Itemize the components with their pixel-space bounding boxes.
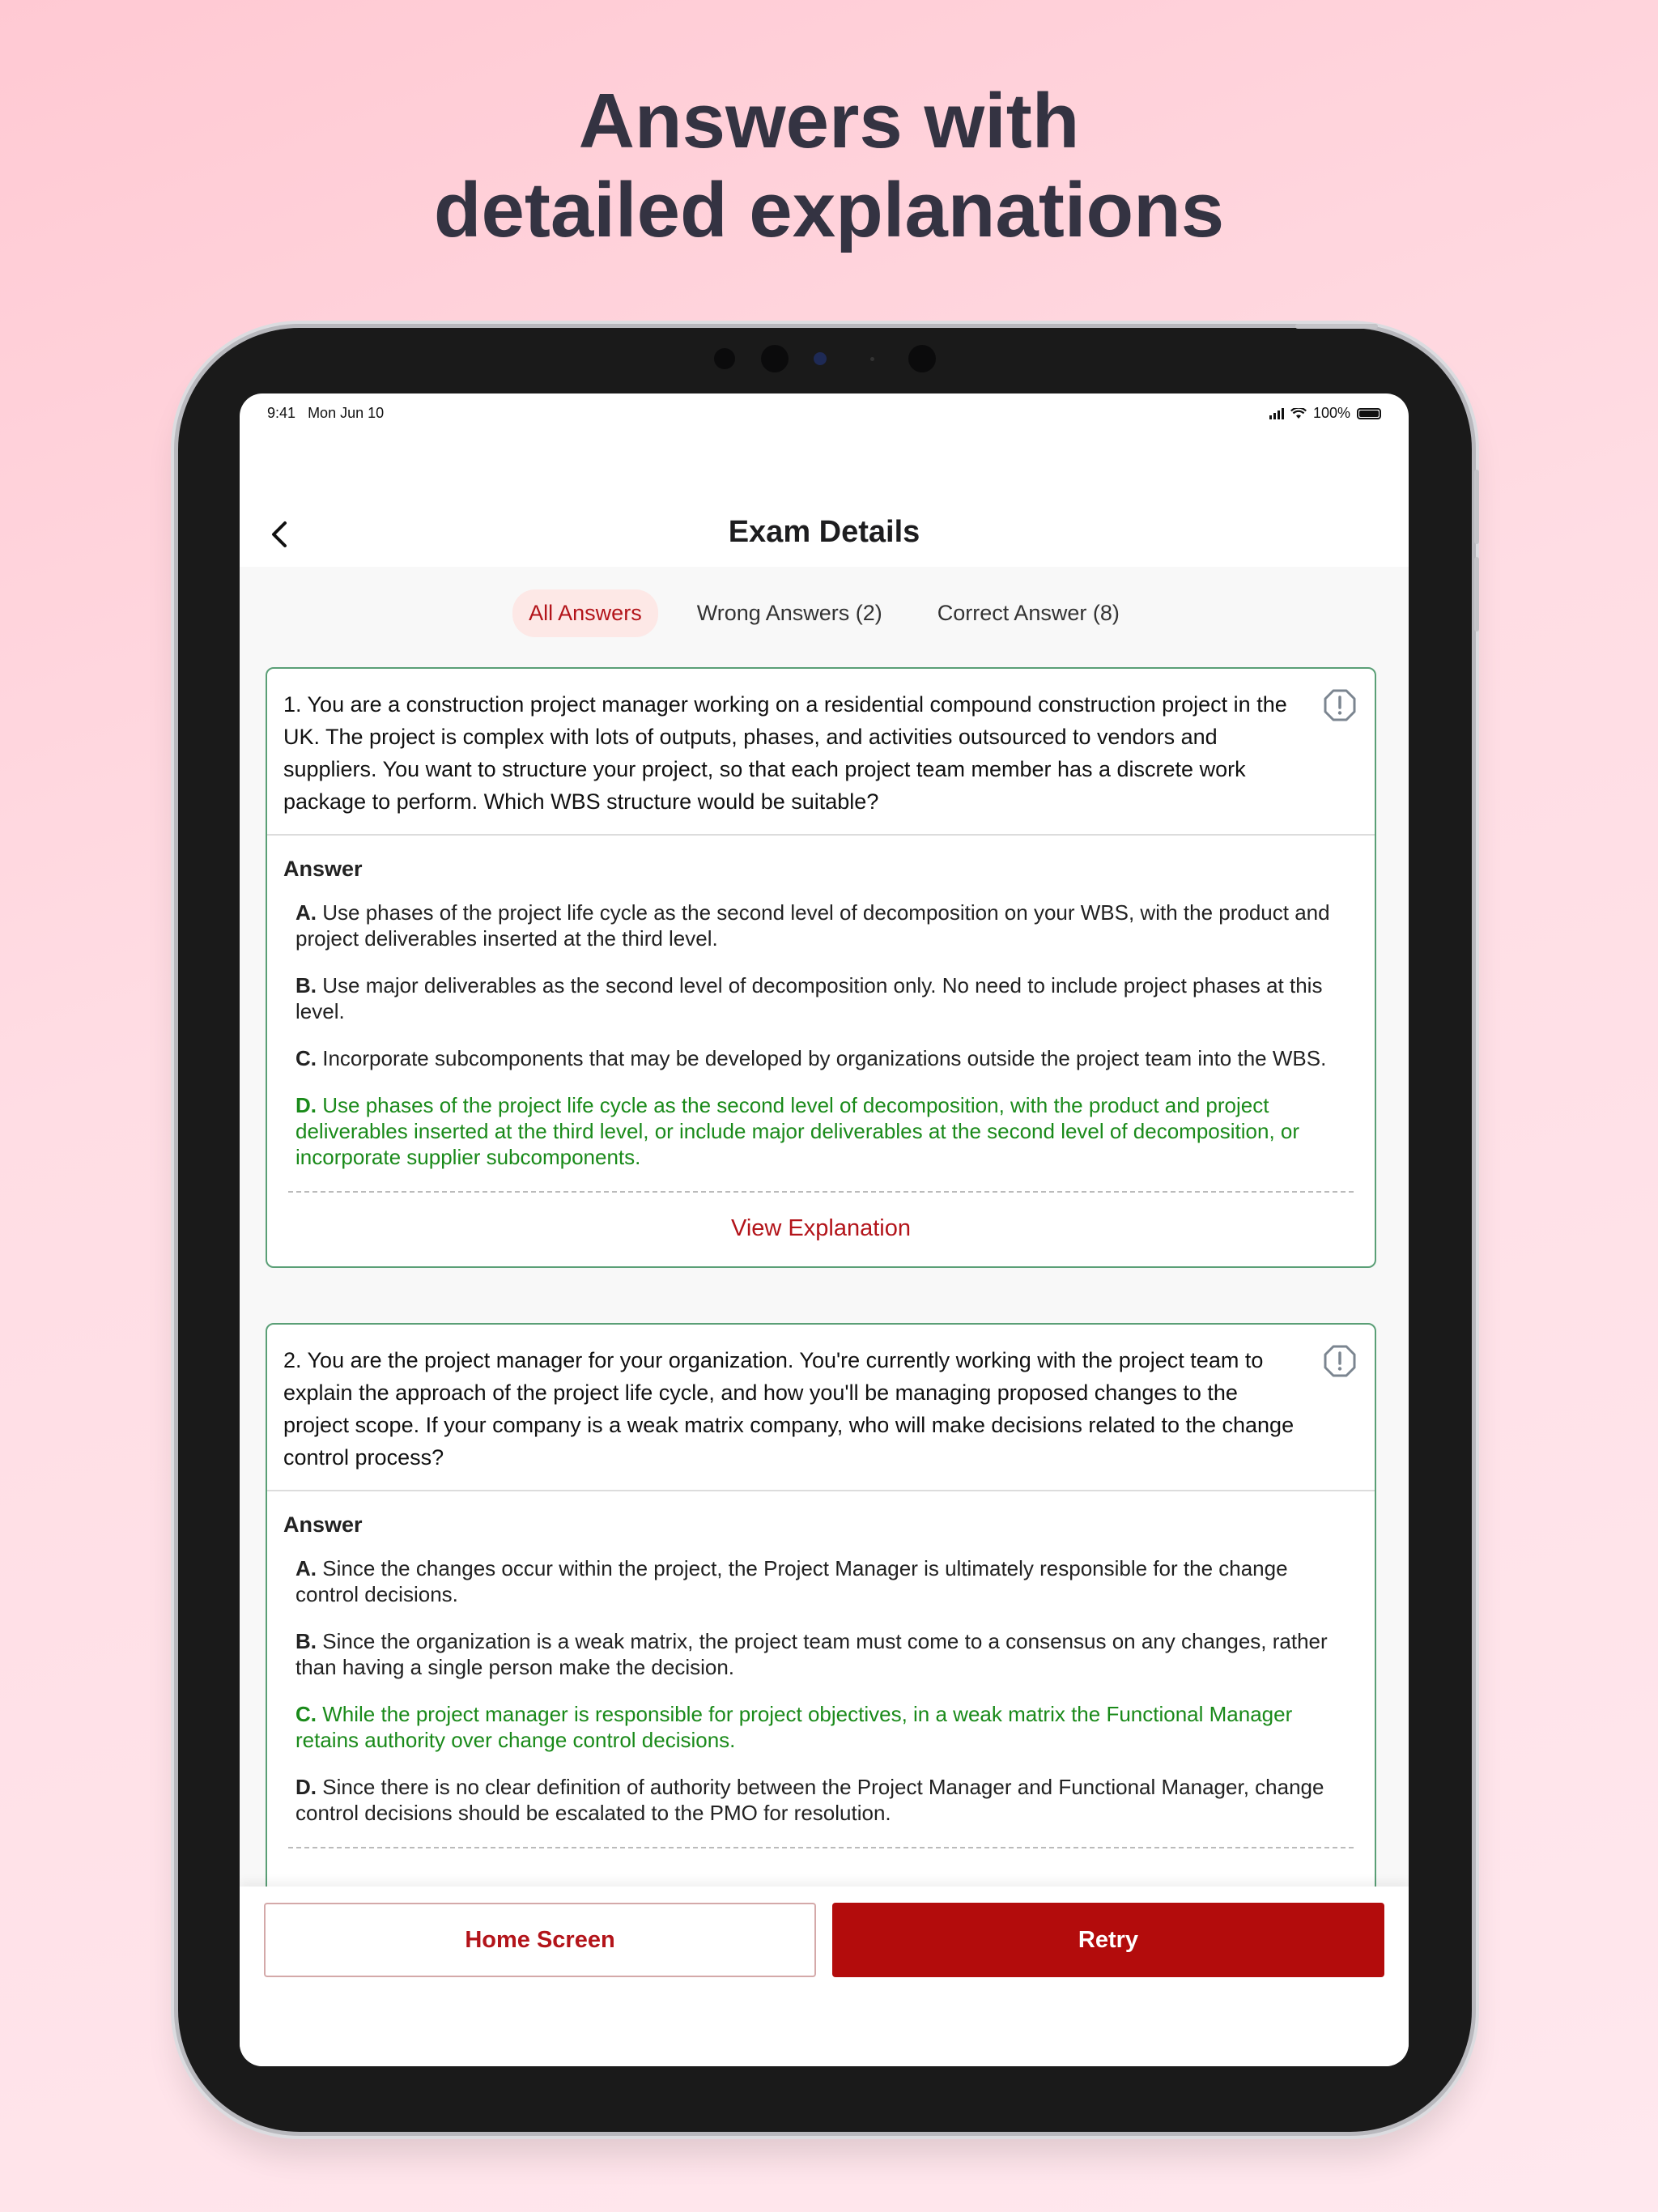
tab-correct-answers[interactable]: Correct Answer (8)	[937, 601, 1120, 625]
status-time-date	[267, 405, 384, 422]
status-bar	[267, 405, 1381, 429]
report-issue-icon[interactable]	[1323, 1344, 1357, 1378]
home-screen-button[interactable]: Home Screen	[264, 1903, 816, 1977]
tab-all-answers[interactable]: All Answers	[512, 589, 658, 637]
signal-icon	[1269, 408, 1284, 419]
option-a	[283, 900, 1358, 951]
front-camera-icon	[814, 352, 827, 365]
report-issue-icon[interactable]	[1323, 688, 1357, 722]
option-text: Use phases of the project life cycle as the second level of decomposition, with the product and project deliverables inserted at the third level, or include major deliverables at the second level of decomposition, or incorporate supplier subcomponents.	[295, 1093, 1300, 1169]
camera-lens-icon	[761, 345, 789, 372]
question-card	[266, 1323, 1376, 1887]
option-b	[283, 972, 1358, 1024]
option-c	[283, 1045, 1358, 1071]
app-screen	[240, 393, 1409, 2066]
status-date: Mon Jun 10	[308, 405, 385, 421]
option-text: While the project manager is responsible for project objectives, in a weak matrix the Functional Manager retains authority over change control decisions.	[295, 1702, 1293, 1752]
answer-label: Answer	[283, 857, 363, 881]
answer-section	[267, 1491, 1375, 1848]
bottom-action-bar	[240, 1887, 1409, 2066]
tab-wrong-answers[interactable]: Wrong Answers (2)	[696, 601, 882, 625]
option-text: Use major deliverables as the second level of decomposition only. No need to include project phases at this level.	[295, 973, 1323, 1023]
headline	[0, 77, 1658, 255]
volume-up-button	[1474, 470, 1479, 544]
question-text: 1. You are a construction project manager working on a residential compound construction project in the UK. The project is complex with lots of outputs, phases, and activities outsourced to vendors and suppliers. You want to structure your project, so that each project team member has a discrete work package to perform. Which WBS structure would be suitable?	[267, 669, 1375, 836]
dashed-divider	[288, 1847, 1354, 1848]
status-right	[1269, 405, 1381, 422]
status-time: 9:41	[267, 405, 296, 421]
option-text: Since there is no clear definition of authority between the Project Manager and Functional Manager, change control decisions should be escalated to the PMO for resolution.	[295, 1775, 1324, 1825]
battery-icon	[1357, 408, 1381, 419]
question-text: 2. You are the project manager for your organization. You're currently working with the project team to explain the approach of the project life cycle, and how you'll be managing proposed changes to the project scope. If your company is a weak matrix company, who will make decisions related to the change control process?	[267, 1325, 1375, 1491]
option-text: Use phases of the project life cycle as the second level of decomposition on your WBS, with the product and project deliverables inserted at the third level.	[295, 900, 1330, 951]
option-letter: D.	[295, 1093, 317, 1117]
option-b	[283, 1628, 1358, 1680]
answer-label: Answer	[283, 1512, 363, 1537]
option-d	[283, 1774, 1358, 1826]
answer-section	[267, 836, 1375, 1266]
option-letter: D.	[295, 1775, 317, 1799]
retry-button[interactable]: Retry	[832, 1903, 1384, 1977]
answer-filter-tabs	[240, 589, 1409, 637]
content-area	[240, 567, 1409, 1887]
ambient-sensor-icon	[870, 357, 874, 361]
option-text: Since the organization is a weak matrix, the project team must come to a consensus on any changes, rather than having a single person make the decision.	[295, 1629, 1328, 1679]
flood-illuminator-icon	[908, 345, 936, 372]
top-button	[1295, 324, 1378, 329]
wifi-icon	[1290, 408, 1307, 419]
headline-line-2: detailed explanations	[433, 167, 1225, 253]
option-c-correct	[283, 1701, 1358, 1753]
question-card	[266, 667, 1376, 1268]
option-text: Since the changes occur within the project, the Project Manager is ultimately responsible for the change control decisions.	[295, 1556, 1288, 1606]
option-a	[283, 1555, 1358, 1607]
option-letter: A.	[295, 900, 317, 925]
option-letter: C.	[295, 1046, 317, 1070]
option-letter: B.	[295, 973, 317, 998]
page-title: Exam Details	[728, 515, 920, 549]
sensor-dot-icon	[714, 348, 735, 369]
headline-line-1: Answers with	[578, 78, 1080, 164]
option-letter: B.	[295, 1629, 317, 1653]
view-explanation-link[interactable]: View Explanation	[731, 1215, 911, 1241]
navigation-bar	[240, 499, 1409, 572]
option-letter: C.	[295, 1702, 317, 1726]
option-d-correct	[283, 1092, 1358, 1170]
option-letter: A.	[295, 1556, 317, 1580]
option-text: Incorporate subcomponents that may be developed by organizations outside the project team into the WBS.	[322, 1046, 1327, 1070]
volume-down-button	[1474, 557, 1479, 632]
battery-percent: 100%	[1312, 405, 1350, 421]
